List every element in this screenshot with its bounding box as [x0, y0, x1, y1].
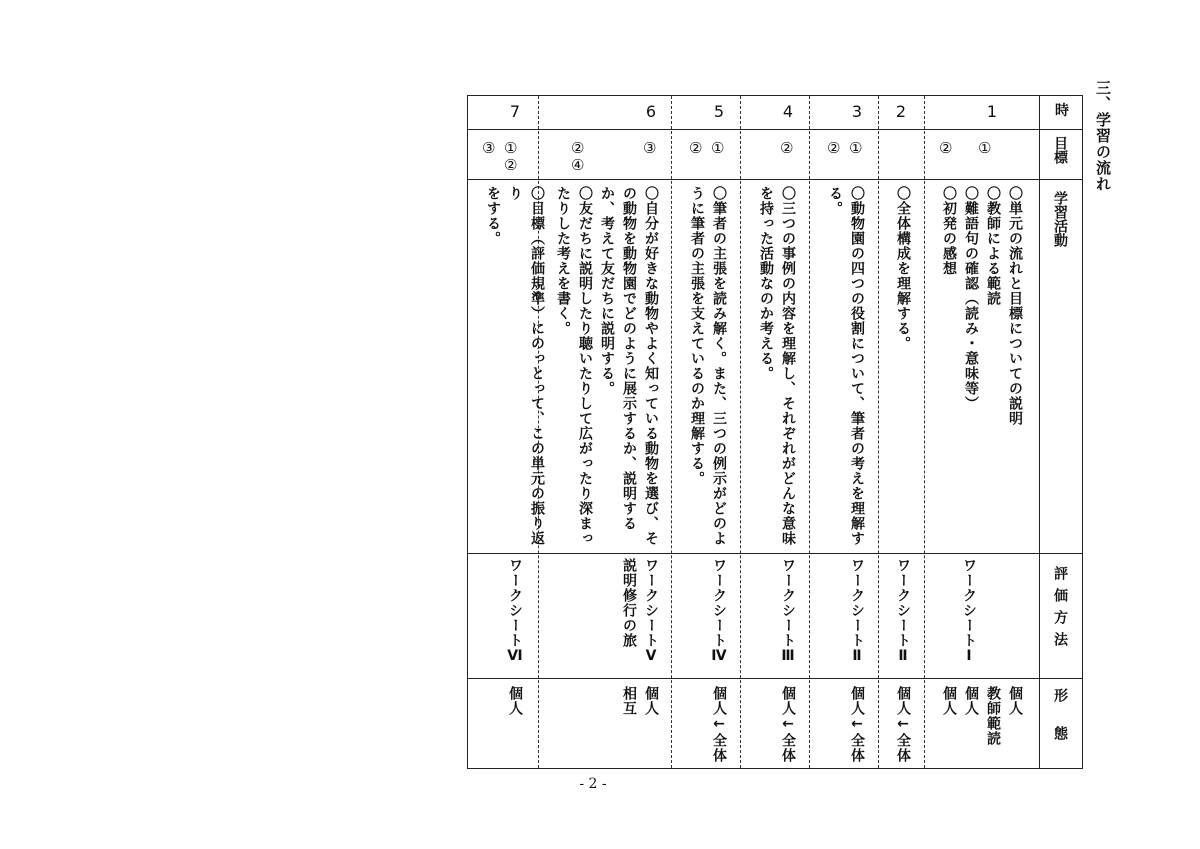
- column-divider: [740, 96, 741, 768]
- column-divider: [671, 96, 672, 768]
- header-divider: [1039, 96, 1040, 768]
- row-divider: [468, 678, 1082, 679]
- goal-mark: ②: [939, 139, 953, 157]
- time-cell: 1: [986, 102, 998, 121]
- goal-mark: ①: [504, 139, 518, 157]
- activity-line: か、考えて友だちに説明する。: [599, 186, 615, 396]
- goal-mark: ②: [827, 139, 841, 157]
- activity-line: 〇全体構成を理解する。: [895, 186, 911, 351]
- goal-mark: ③: [643, 139, 657, 157]
- activity-line: 〇単元の流れと目標についての説明: [1007, 186, 1023, 426]
- column-divider: [878, 96, 879, 768]
- goal-mark: ③: [482, 139, 496, 157]
- form-line: 個人: [941, 686, 957, 716]
- header-time: 時: [1055, 103, 1069, 119]
- time-cell: 6: [645, 102, 657, 121]
- section-heading: 三、学習の流れ: [1094, 80, 1112, 192]
- time-cell: 3: [851, 102, 863, 121]
- row-divider: [468, 129, 1082, 130]
- goal-mark: ②: [571, 139, 585, 157]
- time-cell: 2: [895, 102, 907, 121]
- activity-line: る。: [827, 186, 843, 216]
- activity-line: うに筆者の主張を支えているのか理解する。: [689, 186, 705, 486]
- form-line: 個人: [963, 686, 979, 716]
- form-line: 個人←全体: [895, 686, 911, 763]
- method-line: 説明修行の旅: [621, 558, 637, 648]
- activity-line: 〇筆者の主張を読み解く。また、三つの例示がどのよ: [711, 186, 727, 546]
- form-line: 個人←全体: [711, 686, 727, 763]
- activity-line: 〇自分が好きな動物やよく知っている動物を選び、そ: [643, 186, 659, 546]
- goal-mark: ①: [711, 139, 725, 157]
- method-cell: ワークシートⅢ: [780, 558, 796, 665]
- row-divider: [468, 179, 1082, 180]
- column-divider: [809, 96, 810, 768]
- activity-line: をする。: [485, 186, 501, 246]
- goal-mark: ②: [504, 156, 518, 174]
- form-line: 個人: [507, 686, 523, 716]
- row-divider: [468, 553, 1082, 554]
- activity-line: たりした考えを書く。: [555, 186, 571, 336]
- method-cell: ワークシートⅠ: [961, 558, 977, 665]
- activity-line: 〇難語句の確認（読み・意味等）: [963, 186, 979, 411]
- header-activity: 学習活動: [1052, 191, 1068, 247]
- goal-mark: ②: [689, 139, 703, 157]
- form-line: 個人←全体: [780, 686, 796, 763]
- activity-line: 〇動物園の四つの役割について、筆者の考えを理解す: [849, 186, 865, 546]
- goal-mark: ②: [780, 139, 794, 157]
- activity-line: 〇目標（評価規準）にのっとって、この単元の振り返り: [507, 186, 545, 546]
- form-line: 個人←全体: [849, 686, 865, 763]
- header-goal: 目標: [1052, 136, 1068, 164]
- header-method: 評価方法: [1052, 566, 1068, 654]
- header-form: 形態: [1052, 688, 1068, 764]
- column-divider: [924, 96, 925, 768]
- form-line: 個人: [643, 686, 659, 716]
- method-cell: ワークシートⅥ: [507, 558, 523, 665]
- activity-line: 〇三つの事例の内容を理解し、それぞれがどんな意味: [780, 186, 796, 546]
- activity-line: 〇教師による範読: [985, 186, 1001, 306]
- activity-line: を持った活動なのか考える。: [758, 186, 774, 381]
- goal-mark: ④: [571, 156, 585, 174]
- learning-flow-table: [467, 95, 1083, 769]
- time-cell: 7: [509, 102, 521, 121]
- activity-line: の動物を動物園でどのように展示するか、説明する: [621, 186, 637, 531]
- time-cell: 4: [782, 102, 794, 121]
- method-cell: ワークシートⅡ: [895, 558, 911, 665]
- page-number: - 2 -: [579, 776, 607, 792]
- activity-line: 〇友だちに説明したり聴いたりして広がったり深まっ: [577, 186, 593, 546]
- form-line: 教師範読: [985, 686, 1001, 746]
- form-line: 個人: [1007, 686, 1023, 716]
- goal-mark: ①: [849, 139, 863, 157]
- method-cell: ワークシートⅡ: [849, 558, 865, 665]
- method-line: ワークシートⅤ: [643, 558, 659, 665]
- method-cell: ワークシートⅣ: [711, 558, 727, 665]
- goal-mark: ①: [978, 139, 992, 157]
- activity-line: 〇初発の感想: [941, 186, 957, 276]
- time-cell: 5: [713, 102, 725, 121]
- form-line: 相互: [621, 686, 637, 716]
